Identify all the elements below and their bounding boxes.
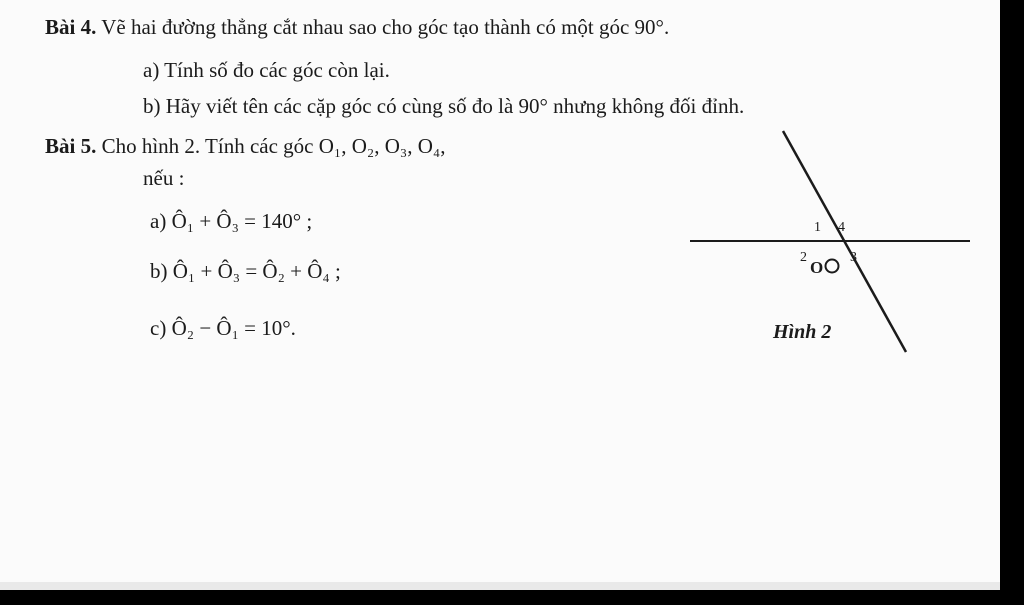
bai5-part-a-label: a): [150, 209, 172, 233]
angle-label-4: 4: [838, 220, 845, 235]
bai5-part-a: [150, 208, 312, 234]
bai4-heading: [45, 14, 669, 40]
bai5-part-c-label: c): [150, 316, 172, 340]
bai5-text-2: nếu :: [143, 166, 185, 190]
angle-label-1: 1: [814, 220, 821, 235]
bai5-label: Bài 5.: [45, 134, 97, 158]
bai4-part-b: b) Hãy viết tên các cặp góc có cùng số đo là 90° nhưng không đối đỉnh.: [143, 94, 745, 118]
figure-caption: Hình 2: [773, 321, 832, 343]
angle-label-2: 2: [800, 250, 807, 265]
angle-label-3: 3: [850, 250, 857, 265]
bai5-c-expr: Ô₂ − Ô₁ = 10°.: [171, 316, 296, 340]
bai5-part-b: [150, 258, 341, 284]
point-o-marker: [826, 260, 839, 273]
bai5-text: Cho hình 2. Tính các góc O₁, O₂, O₃, O₄,: [101, 134, 446, 158]
bai5-heading: [45, 133, 445, 159]
bottom-strip: [0, 582, 1000, 590]
bai5-b-expr: Ô₁ + Ô₃ = Ô₂ + Ô₄ ;: [172, 259, 341, 283]
bai4-label: Bài 4.: [45, 15, 97, 39]
bai4-part-a: a) Tính số đo các góc còn lại.: [143, 58, 390, 82]
figure-2: [680, 125, 980, 365]
bai4-text: Vẽ hai đường thẳng cắt nhau sao cho góc tạo thành có một góc 90°.: [101, 15, 670, 39]
bai5-part-c: [150, 315, 296, 341]
point-o-label: O: [810, 258, 824, 277]
bai5-part-b-label: b): [150, 259, 173, 283]
bai5-a-expr: Ô₁ + Ô₃ = 140° ;: [171, 209, 313, 233]
